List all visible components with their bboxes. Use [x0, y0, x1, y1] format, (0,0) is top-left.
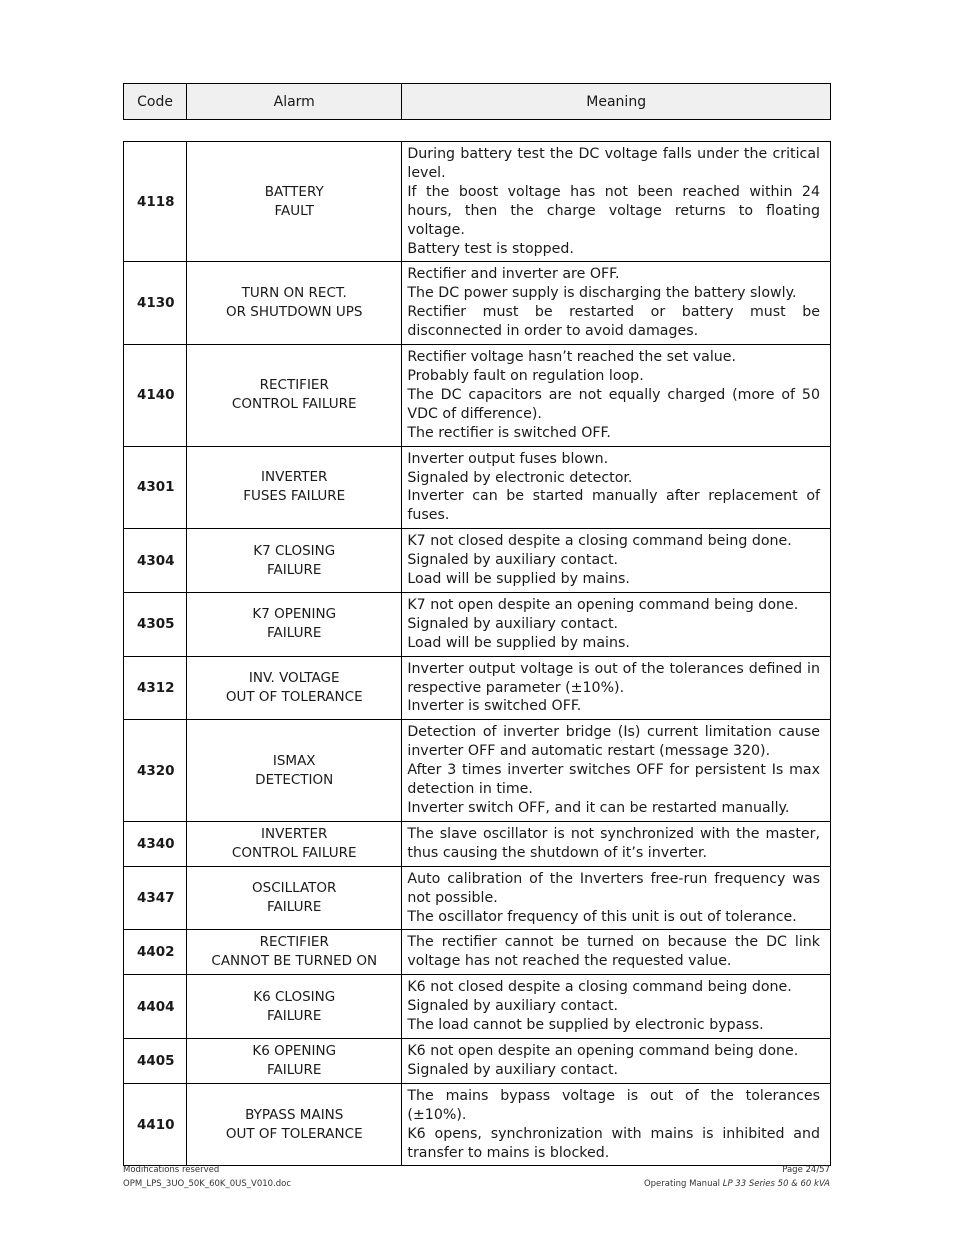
- table-row: [124, 345, 831, 447]
- meaning-line: Signaled by auxiliary contact.: [407, 552, 619, 569]
- meaning-line: The rectifier cannot be turned on because the DC link voltage has not reached the requested value.: [407, 934, 820, 970]
- alarm-meaning: [402, 262, 831, 345]
- meaning-line: Signaled by auxiliary contact.: [407, 615, 619, 632]
- footer-right: [644, 1165, 830, 1189]
- meaning-line: Rectifier voltage hasn’t reached the set value.: [407, 349, 737, 366]
- meaning-line: K7 not closed despite a closing command being done.: [407, 533, 792, 550]
- alarm-name-line: FAULT: [274, 202, 314, 219]
- meaning-line: Load will be supplied by mains.: [407, 634, 630, 651]
- table-header: [123, 83, 831, 120]
- alarm-meaning: [402, 1038, 831, 1083]
- footer-modifications: Modifications reserved: [123, 1165, 220, 1175]
- alarm-meaning: [402, 930, 831, 975]
- alarm-code: 4320: [124, 720, 187, 822]
- alarm-name-line: OUT OF TOLERANCE: [225, 1125, 363, 1142]
- alarm-code: 4118: [124, 142, 187, 262]
- meaning-line: Load will be supplied by mains.: [407, 571, 630, 588]
- alarm-name: [187, 142, 402, 262]
- alarm-meaning: [402, 821, 831, 866]
- column-header-alarm: Alarm: [187, 84, 402, 120]
- alarm-name-line: CONTROL FAILURE: [231, 844, 357, 861]
- table-row: [124, 930, 831, 975]
- meaning-line: If the boost voltage has not been reached within 24 hours, then the charge voltage returns to floating voltage.: [407, 183, 820, 238]
- meaning-line: The slave oscillator is not synchronized with the master, thus causing the shutdown of it’s inverter.: [407, 825, 820, 861]
- alarm-name: [187, 720, 402, 822]
- alarm-code: 4304: [124, 529, 187, 593]
- alarm-name: [187, 866, 402, 930]
- alarm-name: [187, 345, 402, 447]
- alarm-name-line: RECTIFIER: [259, 934, 329, 951]
- footer-manual-prefix: Operating Manual: [643, 1179, 721, 1189]
- alarm-name-line: FAILURE: [267, 1061, 322, 1078]
- meaning-line: Signaled by auxiliary contact.: [407, 1061, 619, 1078]
- table-row: [124, 866, 831, 930]
- alarm-code: 4402: [124, 930, 187, 975]
- meaning-line: Signaled by auxiliary contact.: [407, 998, 619, 1015]
- alarm-meaning: [402, 345, 831, 447]
- alarm-name-line: FUSES FAILURE: [243, 488, 346, 505]
- meaning-line: Detection of inverter bridge (Is) current limitation cause inverter OFF and automatic restart (message 320).: [407, 724, 820, 760]
- meaning-line: Inverter output fuses blown.: [407, 450, 609, 467]
- table-row: [124, 975, 831, 1039]
- alarm-meaning: [402, 1083, 831, 1166]
- alarm-name-line: FAILURE: [267, 899, 322, 916]
- alarm-name-line: CANNOT BE TURNED ON: [211, 953, 378, 970]
- footer-page-number: Page 24/57: [782, 1165, 830, 1175]
- alarm-table-body: [124, 142, 831, 1166]
- meaning-line: The load cannot be supplied by electronic bypass.: [407, 1017, 764, 1034]
- alarm-name-line: OR SHUTDOWN UPS: [225, 304, 363, 321]
- meaning-line: Inverter switch OFF, and it can be restarted manually.: [407, 800, 790, 816]
- meaning-line: After 3 times inverter switches OFF for persistent Is max detection in time.: [407, 762, 820, 798]
- alarm-name: [187, 446, 402, 529]
- alarm-name-line: K6 CLOSING: [253, 988, 336, 1005]
- alarm-code: 4140: [124, 345, 187, 447]
- footer-manual-line: [644, 1179, 830, 1189]
- alarm-code: 4312: [124, 656, 187, 720]
- alarm-name-line: K7 OPENING: [252, 606, 337, 623]
- meaning-line: The rectifier is switched OFF.: [407, 424, 611, 441]
- alarm-code: 4305: [124, 592, 187, 656]
- meaning-line: The DC power supply is discharging the battery slowly.: [407, 285, 797, 302]
- alarm-name: [187, 821, 402, 866]
- alarm-name-line: BATTERY: [264, 183, 324, 200]
- table-row: [124, 720, 831, 822]
- alarm-name-line: FAILURE: [267, 625, 322, 642]
- alarm-code: 4404: [124, 975, 187, 1039]
- alarm-name: [187, 262, 402, 345]
- alarm-name: [187, 592, 402, 656]
- alarm-name-line: DETECTION: [255, 771, 334, 788]
- alarm-code: 4340: [124, 821, 187, 866]
- meaning-line: Signaled by electronic detector.: [407, 469, 633, 486]
- alarm-table: [123, 141, 831, 1166]
- table-row: [124, 446, 831, 529]
- meaning-line: K6 not open despite an opening command being done.: [407, 1042, 799, 1059]
- alarm-name-line: K7 CLOSING: [253, 542, 336, 559]
- meaning-line: Inverter can be started manually after replacement of fuses.: [407, 488, 820, 524]
- alarm-meaning: [402, 592, 831, 656]
- meaning-line: Rectifier and inverter are OFF.: [407, 266, 620, 283]
- table-row: [124, 656, 831, 720]
- meaning-line: Inverter is switched OFF.: [407, 698, 582, 715]
- alarm-code: 4301: [124, 446, 187, 529]
- meaning-line: Inverter output voltage is out of the tolerances defined in respective parameter (±10%).: [407, 660, 820, 696]
- alarm-name: [187, 1038, 402, 1083]
- alarm-name-line: INVERTER: [261, 825, 328, 842]
- meaning-line: Auto calibration of the Inverters free-run frequency was not possible.: [407, 870, 820, 906]
- alarm-name-line: INV. VOLTAGE: [248, 670, 340, 687]
- meaning-line: K6 opens, synchronization with mains is inhibited and transfer to mains is blocked.: [407, 1125, 820, 1161]
- alarm-code: 4347: [124, 866, 187, 930]
- alarm-code: 4410: [124, 1083, 187, 1166]
- meaning-line: Probably fault on regulation loop.: [407, 367, 644, 384]
- alarm-name-line: BYPASS MAINS: [245, 1106, 344, 1123]
- alarm-name-line: OUT OF TOLERANCE: [225, 689, 363, 706]
- alarm-name-line: FAILURE: [267, 561, 322, 578]
- alarm-name-line: RECTIFIER: [259, 377, 329, 394]
- alarm-name-line: TURN ON RECT.: [241, 285, 347, 302]
- footer-manual-title: LP 33 Series 50 & 60 kVA: [722, 1179, 830, 1189]
- meaning-line: The DC capacitors are not equally charged (more of 50 VDC of difference).: [407, 386, 820, 422]
- alarm-name: [187, 529, 402, 593]
- alarm-name-line: CONTROL FAILURE: [231, 396, 357, 413]
- alarm-name: [187, 930, 402, 975]
- alarm-meaning: [402, 142, 831, 262]
- meaning-line: K7 not open despite an opening command being done.: [407, 596, 799, 613]
- table-row: [124, 821, 831, 866]
- alarm-meaning: [402, 656, 831, 720]
- alarm-meaning: [402, 866, 831, 930]
- alarm-meaning: [402, 529, 831, 593]
- alarm-name-line: FAILURE: [267, 1007, 322, 1024]
- table-row: [124, 1038, 831, 1083]
- table-row: [124, 592, 831, 656]
- alarm-name-line: ISMAX: [272, 752, 316, 769]
- column-header-code: Code: [124, 84, 187, 120]
- alarm-meaning: [402, 975, 831, 1039]
- alarm-meaning: [402, 720, 831, 822]
- table-row: [124, 1083, 831, 1166]
- table-row: [124, 142, 831, 262]
- table-row: [124, 262, 831, 345]
- alarm-name-line: OSCILLATOR: [252, 880, 337, 897]
- footer-left: [123, 1165, 291, 1189]
- meaning-line: The oscillator frequency of this unit is out of tolerance.: [407, 908, 797, 925]
- footer-filename: OPM_LPS_3UO_50K_60K_0US_V010.doc: [123, 1179, 292, 1189]
- column-header-meaning: Meaning: [402, 84, 831, 120]
- alarm-name: [187, 1083, 402, 1166]
- meaning-line: Rectifier must be restarted or battery must be disconnected in order to avoid damages.: [407, 304, 820, 340]
- meaning-line: Battery test is stopped.: [407, 240, 574, 257]
- alarm-name-line: INVERTER: [261, 469, 328, 486]
- alarm-name: [187, 975, 402, 1039]
- meaning-line: The mains bypass voltage is out of the tolerances (±10%).: [407, 1087, 820, 1123]
- alarm-code: 4405: [124, 1038, 187, 1083]
- meaning-line: During battery test the DC voltage falls under the critical level.: [407, 146, 820, 181]
- alarm-code: 4130: [124, 262, 187, 345]
- alarm-name: [187, 656, 402, 720]
- table-row: [124, 529, 831, 593]
- alarm-name-line: K6 OPENING: [252, 1042, 337, 1059]
- alarm-meaning: [402, 446, 831, 529]
- meaning-line: K6 not closed despite a closing command being done.: [407, 979, 792, 996]
